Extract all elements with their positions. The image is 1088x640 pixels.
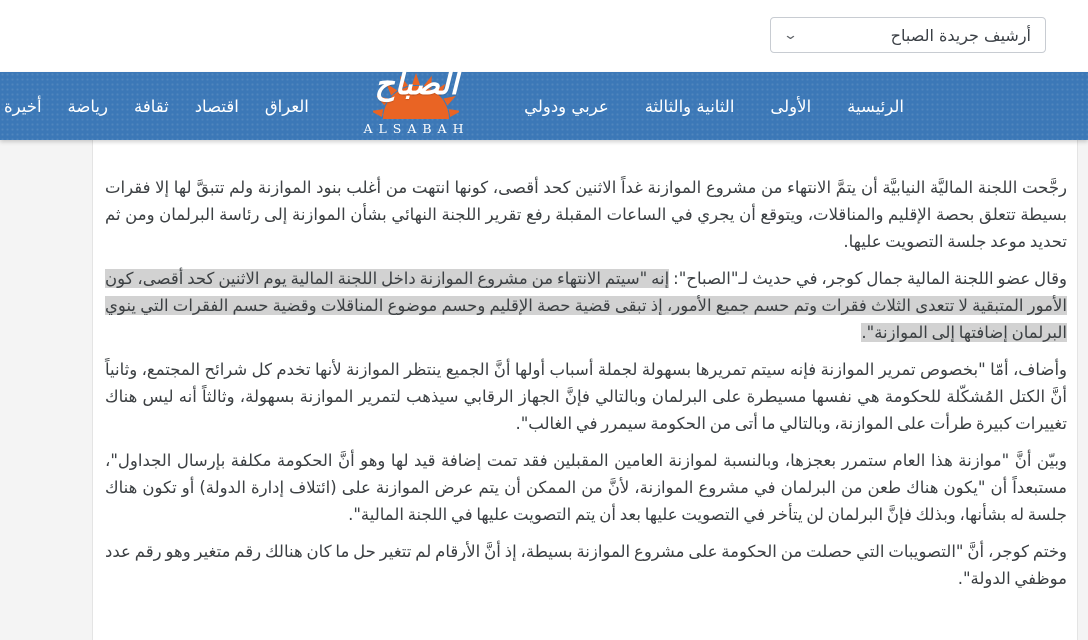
logo-latin-text: ALSABAH <box>363 121 470 136</box>
alsabah-logo[interactable] <box>352 66 480 138</box>
nav-item-first-page[interactable]: الأولى <box>770 96 812 116</box>
archive-dropdown-value: أرشيف جريدة الصباح <box>890 25 1031 45</box>
article-paragraph <box>105 538 1067 592</box>
article-paragraph <box>105 265 1067 346</box>
nav-item-arab-international[interactable]: عربي ودولي <box>524 96 609 116</box>
paragraph-text: وختم كوجر، أنَّ "التصويبات التي حصلت من الحكومة على مشروع الموازنة بسيطة، إذ أنَّ الأرقام لم تتغير حل ما كان هنالك رقم متغير وهو رقم عدد موظفي الدولة". <box>105 542 1067 588</box>
nav-group-right <box>524 97 904 116</box>
archive-dropdown[interactable] <box>770 17 1046 53</box>
nav-item-sports[interactable]: رياضة <box>67 96 108 116</box>
paragraph-text: وبيّن أنَّ "موازنة هذا العام ستمرر بعجزها، وبالنسبة لموازنة العامين المقبلين فقد تمت إضافة قيد لها وهو أنَّ الحكومة مكلفة بإرسال الجداول"، مستبعداً أن "يكون هناك طعن من البرلمان في مشروع الموازنة، لأنَّ من الممكن أن يتم عرض الموازنة على (ائتلاف إدارة الدولة) أو تكون هناك جلسة له بشأنها، وبذلك فإنَّ البرلمان لن يتأخر في التصويت عليها بعد أن يتم التصويت عليها في اللجنة المالية". <box>105 451 1067 524</box>
nav-item-culture[interactable]: ثقافة <box>133 96 169 116</box>
logo-arabic-text: الصباح <box>374 66 459 102</box>
top-header <box>0 0 1088 72</box>
nav-item-second-and-third[interactable]: الثانية والثالثة <box>644 96 735 116</box>
nav-menu <box>0 66 908 140</box>
article-paragraph <box>105 174 1067 255</box>
paragraph-text: وقال عضو اللجنة المالية جمال كوجر، في حديث لـ"الصباح": <box>669 269 1067 288</box>
paragraph-text: رجَّحت اللجنة الماليَّة النيابيَّة أن يتمَّ الانتهاء من مشروع الموازنة غداً الاثنين كحد أقصى، كونها انتهت من أغلب بنود الموازنة ولم تتبقَّ لها إلا فقرات بسيطة تتعلق بحصة الإقليم والمناقلات، ويتوقع أن يجري في الساعات المقبلة رفع تقرير اللجنة النهائي بشأن الموازنة إلى رئاسة البرلمان ومن ثم تحديد موعد جلسة التصويت عليها. <box>105 178 1067 251</box>
nav-item-last-page[interactable]: أخيرة <box>4 96 42 116</box>
highlighted-text: إنه "سيتم الانتهاء من مشروع الموازنة داخل اللجنة المالية يوم الاثنين كحد أقصى، كون الأمور المتبقية لا تتعدى الثلاث فقرات وتم حسم جميع الأمور، إذ تبقى قضية حصة الإقليم وحسم موضوع المناقلات وقضية حسم الفقرات التي ينوي البرلمان إضافتها إلى الموازنة". <box>105 269 1067 342</box>
paragraph-text: وأضاف، أمّا "بخصوص تمرير الموازنة فإنه سيتم تمريرها بسهولة لجملة أسباب أولها أنَّ الجميع ينتظر الموازنة لأنها تخدم كل شرائح المجتمع، وثانياً أنَّ الكتل المُشكّلة للحكومة هي نفسها مسيطرة على البرلمان وبالتالي فإنَّ الجهاز الرقابي سيذهب لتمرير الموازنة بسهولة، وثالثاً أنه ليس هناك تغييرات كبيرة طرأت على الموازنة، وبالتالي ما أتى من الحكومة سيمرر في الغالب". <box>105 360 1067 433</box>
article-body <box>92 140 1078 640</box>
nav-item-iraq[interactable]: العراق <box>264 96 309 116</box>
chevron-down-icon: ⌄ <box>782 27 799 43</box>
content-area <box>0 140 1088 640</box>
nav-item-home[interactable]: الرئيسية <box>847 96 904 116</box>
main-navbar <box>0 66 1088 140</box>
nav-group-left <box>4 97 309 116</box>
article-paragraph <box>105 356 1067 437</box>
article-paragraph <box>105 447 1067 528</box>
nav-item-economy[interactable]: اقتصاد <box>194 96 239 116</box>
